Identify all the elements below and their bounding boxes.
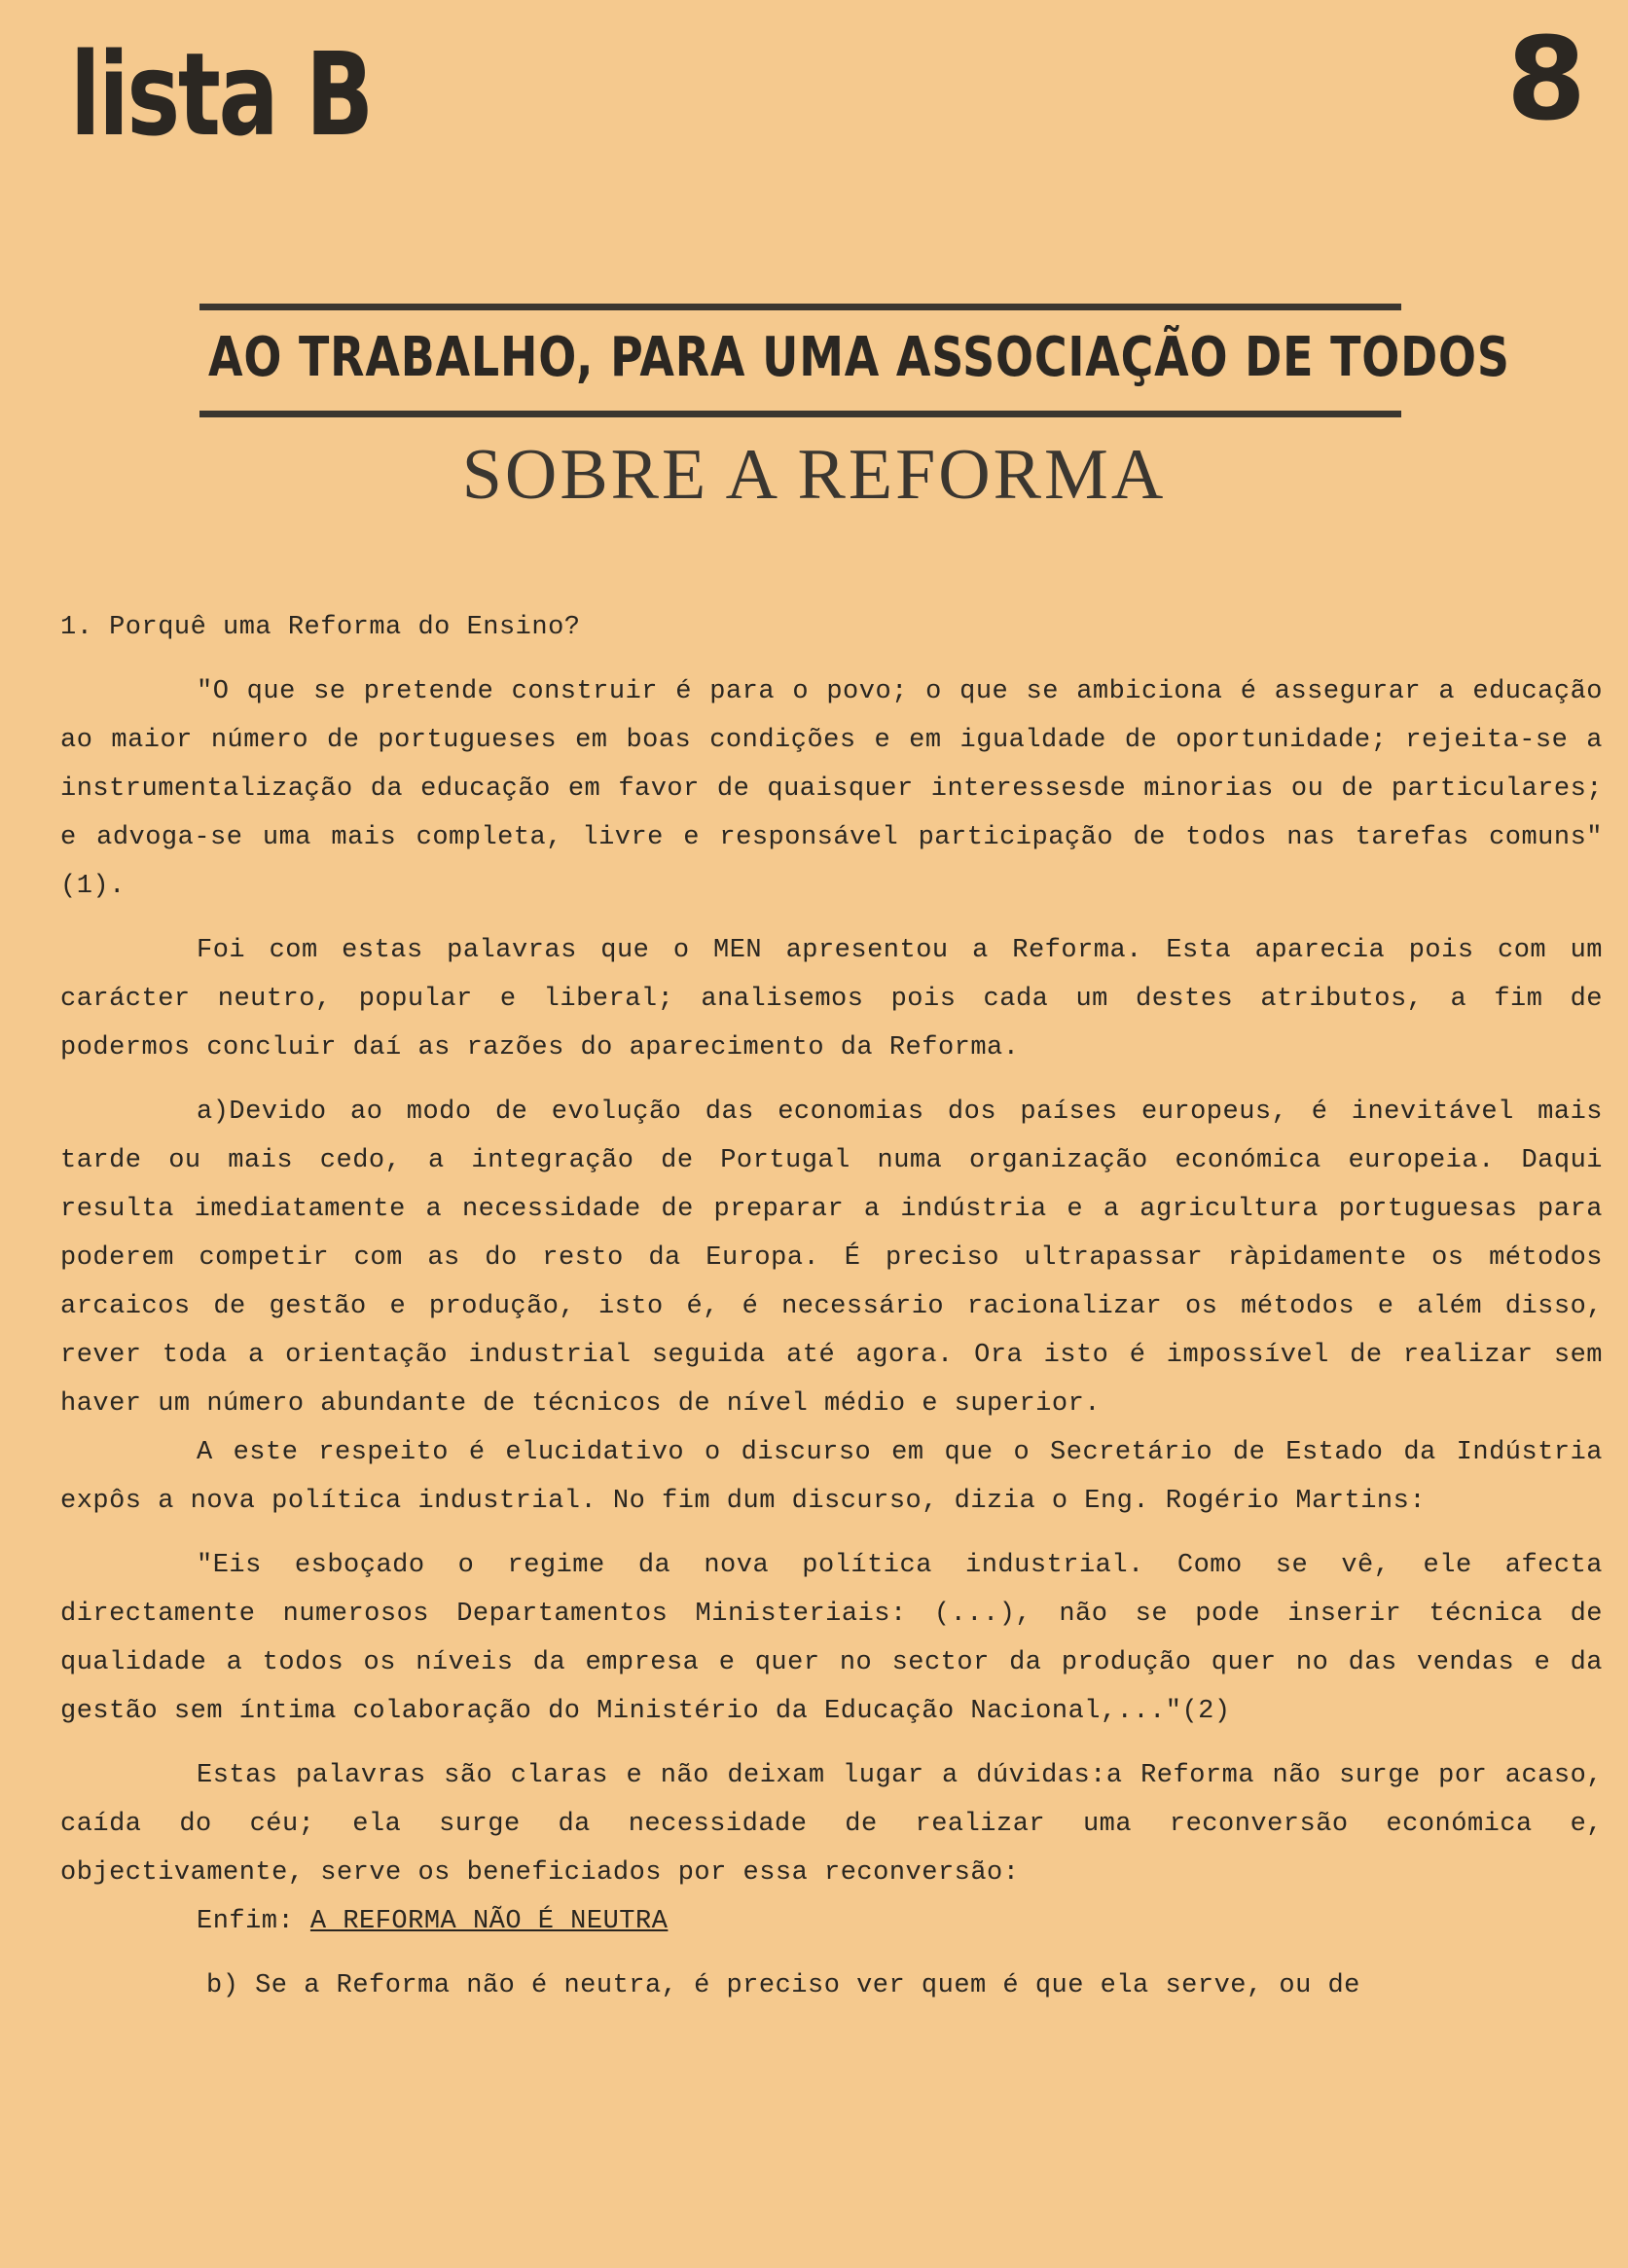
heading-top-rule [199, 304, 1401, 310]
conclusion-emphasis: A REFORMA NÃO É NEUTRA [309, 1907, 669, 1936]
conclusion-prefix: Enfim: [197, 1907, 310, 1936]
subheading: SOBRE A REFORMA [461, 435, 1167, 515]
body-paragraph: Foi com estas palavras que o MEN apresentou a Reforma. Esta aparecia pois com um carácter neutro, popular e liberal; analisemos pois cada um destes atributos, a fim de podermos concluir daí as razões do aparecimento da Reforma. [60, 936, 1603, 1062]
section-question: 1. Porquê uma Reforma do Ensino? [60, 613, 581, 642]
main-heading: AO TRABALHO, PARA UMA ASSOCIAÇÃO DE TODOS [208, 326, 1510, 389]
quote-paragraph: "O que se pretende construir é para o povo; o que se ambiciona é assegurar a educação ao maior número de portugueses em boas condições e em igualdade de oportunidade; rejeita-se a instrumentalização da educação em favor de quaisquer interessesde minorias ou de particulares; e advoga-se uma mais completa, livre e responsável participação de todos nas tarefas comuns" (1). [60, 677, 1603, 901]
body-paragraph: A este respeito é elucidativo o discurso em que o Secretário de Estado da Indústria expôs a nova política industrial. No fim dum discurso, dizia o Eng. Rogério Martins: [60, 1438, 1603, 1516]
brand-title: lista B [70, 27, 372, 162]
article-body [60, 603, 1603, 2010]
body-paragraph: b) Se a Reforma não é neutra, é preciso ver quem é que ela serve, ou de [206, 1971, 1360, 2000]
body-paragraph: Estas palavras são claras e não deixam lugar a dúvidas:a Reforma não surge por acaso, caída do céu; ela surge da necessidade de realizar uma reconversão económica e, objectivamente, serve os beneficiados por essa reconversão: [60, 1761, 1603, 1888]
heading-bottom-rule [199, 411, 1401, 417]
page-number: 8 [1506, 12, 1587, 146]
conclusion-line [60, 1897, 1603, 1946]
body-paragraph: a)Devido ao modo de evolução das economias dos países europeus, é inevitável mais tarde ou mais cedo, a integração de Portugal numa organização económica europeia. Daqui resulta imediatamente a necessidade de preparar a indústria e a agricultura portuguesas para poderem competir com as do resto da Europa. É preciso ultrapassar ràpidamente os métodos arcaicos de gestão e produção, isto é, é necessário racionalizar os métodos e além disso, rever toda a orientação industrial seguida até agora. Ora isto é impossível de realizar sem haver um número abundante de técnicos de nível médio e superior. [60, 1098, 1603, 1419]
quote-paragraph: "Eis esboçado o regime da nova política industrial. Como se vê, ele afecta directamente numerosos Departamentos Ministeriais: (...), não se pode inserir técnica de qualidade a todos os níveis da empresa e quer no sector da produção quer no das vendas e da gestão sem íntima colaboração do Ministério da Educação Nacional,..."(2) [60, 1551, 1603, 1726]
